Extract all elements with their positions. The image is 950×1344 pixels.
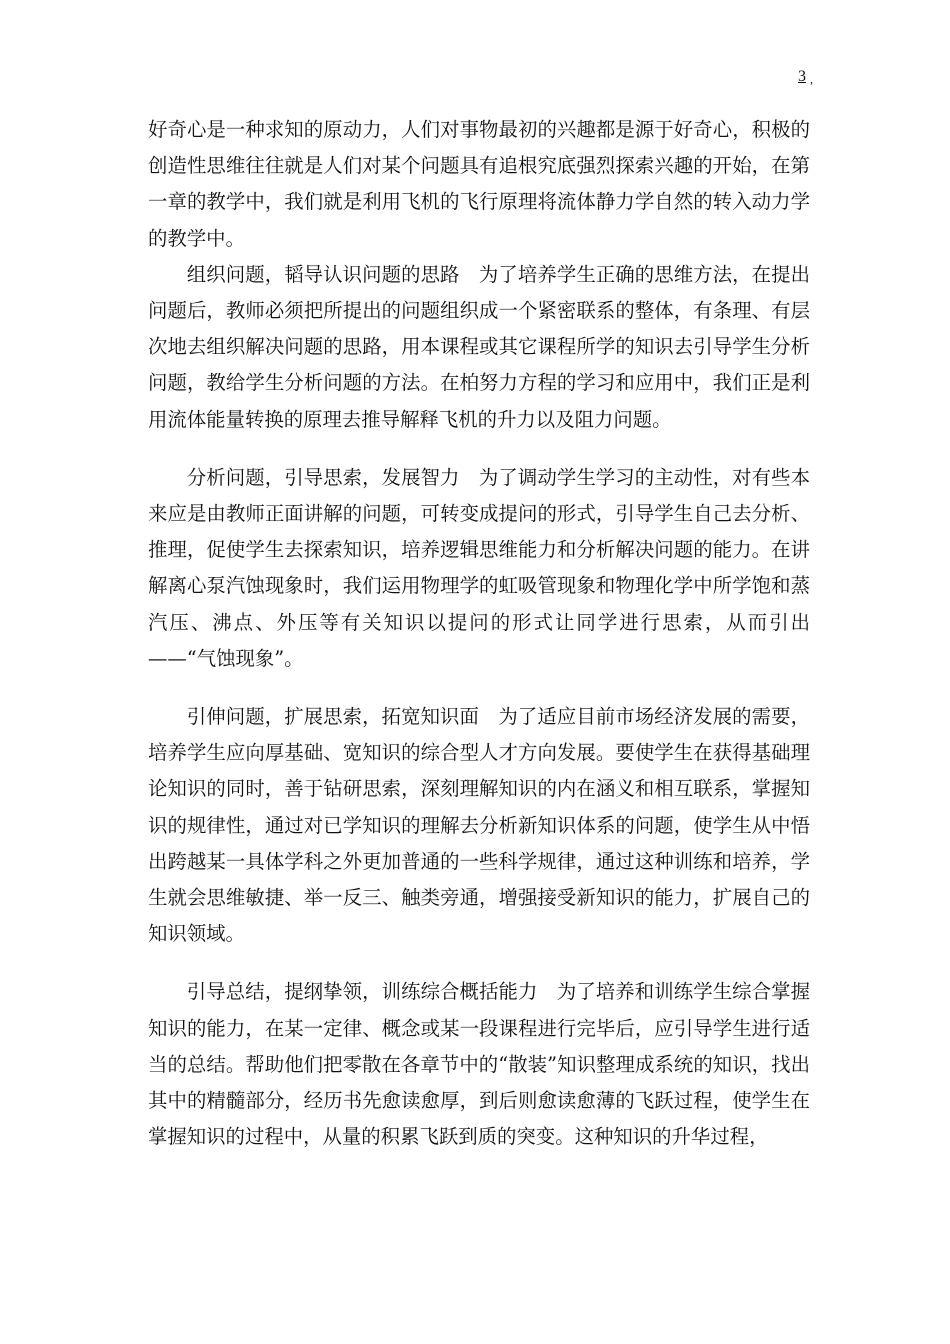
paragraph-heading: 分析问题，引导思索，发展智力	[186, 465, 460, 489]
paragraph-text: 为了调动学生学习的主动性，对有些本来应是由教师正面讲解的问题，可转变成提问的形式，引导学生自己去分析、推理，促使学生去探索知识，培养逻辑思维能力和分析解决问题的能力。在讲解离心泵汽蚀现象时，我们运用物理学的虹吸管现象和物理化学中所学饱和蒸汽压、沸点、外压等有关知识以提问的形式让同学进行思索，从而引出——“气蚀现象”。	[148, 465, 811, 670]
document-body	[148, 112, 810, 1155]
paragraph-organize-questions	[148, 257, 810, 438]
paragraph-text: 为了培养学生正确的思维方法，在提出问题后，教师必须把所提出的问题组织成一个紧密联系的整体，有条理、有层次地去组织解决问题的思路，用本课程或其它课程所学的知识去引导学生分析问题，教给学生分析问题的方法。在柏努力方程的学习和应用中，我们正是利用流体能量转换的原理去推导解释飞机的升力以及阻力问题。	[148, 262, 811, 431]
paragraph-text: 好奇心是一种求知的原动力，人们对事物最初的兴趣都是源于好奇心，积极的创造性思维往往就是人们对某个问题具有追根究底强烈探索兴趣的开始，在第一章的教学中，我们就是利用飞机的飞行原理将流体静力学自然的转入动力学的教学中。	[148, 118, 810, 250]
paragraph-summarize	[148, 974, 810, 1155]
paragraph-analyze-questions	[148, 460, 810, 677]
page-number: 3	[798, 68, 806, 85]
paragraph-text: 为了适应目前市场经济发展的需要，培养学生应向厚基础、宽知识的综合型人才方向发展。要使学生在获得基础理论知识的同时，善于钻研思索，深刻理解知识的内在涵义和相互联系，掌握知识的规律性，通过对已学知识的理解去分析新知识体系的问题，使学生从中悟出跨越某一具体学科之外更加普通的一些科学规律，通过这种训练和培养，学生就会思维敏捷、举一反三、触类旁通，增强接受新知识的能力，扩展自己的知识领域。	[148, 705, 811, 946]
paragraph-extend-questions	[148, 699, 810, 952]
paragraph-heading: 引导总结，提纲挚领，训练综合概括能力	[186, 980, 538, 1004]
paragraph-heading: 组织问题，韬导认识问题的思路	[186, 262, 460, 286]
paragraph-text: 为了培养和训练学生综合掌握知识的能力，在某一定律、概念或某一段课程进行完毕后，应引导学生进行适当的总结。帮助他们把零散在各章节中的“散装”知识整理成系统的知识，找出其中的精髓部分，经历书先愈读愈厚，到后则愈读愈薄的飞跃过程，使学生在掌握知识的过程中，从量的积累飞跃到质的突变。这种知识的升华过程，	[148, 980, 811, 1149]
paragraph-curiosity	[148, 112, 810, 257]
page-number-mark: ,	[810, 72, 813, 86]
paragraph-heading: 引伸问题，扩展思索，拓宽知识面	[186, 705, 480, 729]
